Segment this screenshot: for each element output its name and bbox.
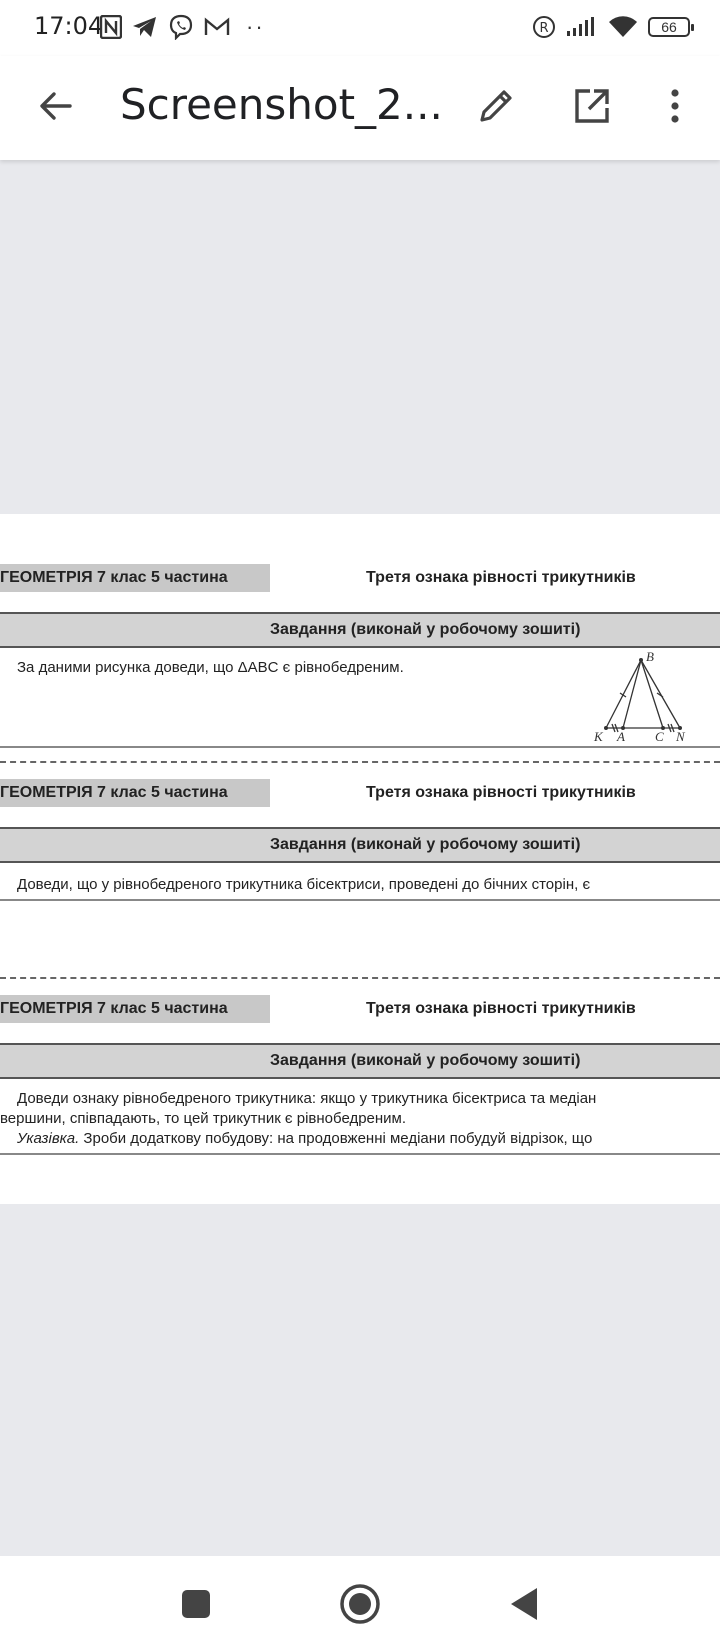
label-n: N: [676, 729, 685, 742]
gmail-icon: [204, 17, 230, 37]
label-c: C: [655, 729, 664, 742]
label-k: K: [594, 729, 603, 742]
topic-label: Третя ознака рівності трикутників: [366, 784, 636, 801]
open-external-icon[interactable]: [570, 84, 614, 128]
section-rule: [0, 1153, 720, 1155]
edit-pencil-icon[interactable]: [474, 84, 518, 128]
wifi-icon: [608, 15, 638, 39]
task-text: Доведи ознаку рівнобедреного трикутника: якщо у трикутника бісектриса та медіан: [17, 1090, 597, 1107]
triangle-figure: [588, 652, 698, 742]
status-bar: [0, 0, 720, 56]
signal-icon: [566, 16, 598, 38]
subject-label: ГЕОМЕТРІЯ 7 клас 5 частина: [0, 995, 270, 1023]
label-b: B: [646, 652, 654, 664]
back-arrow-icon[interactable]: [34, 84, 78, 128]
task-header: Завдання (виконай у робочому зошиті): [0, 827, 720, 863]
topic-label: Третя ознака рівності трикутників: [366, 1000, 636, 1017]
overflow-dots: ··: [246, 14, 265, 39]
svg-text:R: R: [539, 21, 549, 36]
task-text: вершини, співпадають, то цей трикутник є рівнобедреним.: [0, 1110, 407, 1127]
task-header: Завдання (виконай у робочому зошиті): [0, 612, 720, 648]
cut-line: [0, 761, 720, 763]
file-title: Screenshot_2...: [120, 80, 443, 129]
subject-label: ГЕОМЕТРІЯ 7 клас 5 частина: [0, 564, 270, 592]
app-bar: [0, 56, 720, 160]
subject-label: ГЕОМЕТРІЯ 7 клас 5 частина: [0, 779, 270, 807]
status-time: 17:04: [34, 12, 104, 40]
section-rule: [0, 746, 720, 748]
section-rule: [0, 899, 720, 901]
topic-label: Третя ознака рівності трикутників: [366, 569, 636, 586]
task-hint: Указівка. Зроби додаткову побудову: на продовженні медіани побудуй відрізок, що: [17, 1130, 593, 1147]
registered-icon: [532, 15, 556, 39]
more-vert-icon[interactable]: [662, 84, 688, 128]
recents-button[interactable]: [170, 1578, 222, 1630]
nav-bar: [0, 1556, 720, 1650]
telegram-icon: [132, 16, 158, 38]
task-header: Завдання (виконай у робочому зошиті): [0, 1043, 720, 1079]
task-text: За даними рисунка доведи, що ΔABC є рівнобедреним.: [17, 659, 404, 676]
task-text: Доведи, що у рівнобедреного трикутника бісектриси, проведені до бічних сторін, є: [17, 876, 591, 893]
nfc-icon: [100, 15, 122, 39]
viber-icon: [168, 14, 194, 40]
document-image: [0, 514, 720, 1204]
label-a: A: [617, 729, 625, 742]
home-button[interactable]: [334, 1578, 386, 1630]
cut-line: [0, 977, 720, 979]
battery-icon: 66: [648, 17, 690, 37]
back-button[interactable]: [498, 1578, 550, 1630]
